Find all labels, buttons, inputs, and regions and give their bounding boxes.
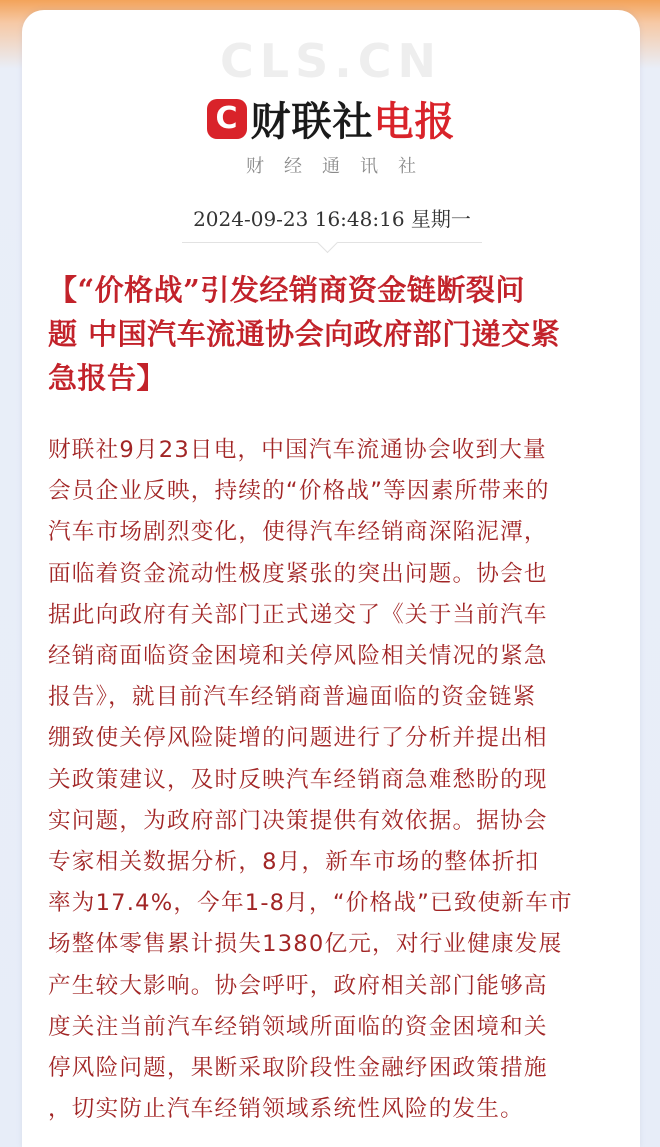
headline-line: 题 中国汽车流通协会向政府部门递交紧 bbox=[48, 317, 561, 351]
body-line: 场整体零售累计损失1380亿元，对行业健康发展 bbox=[48, 931, 563, 958]
body-line: 会员企业反映，持续的“价格战”等因素所带来的 bbox=[48, 478, 550, 505]
body-line: 经销商面临资金困境和关停风险相关情况的紧急 bbox=[48, 643, 548, 670]
headline bbox=[48, 268, 618, 400]
body-line: 专家相关数据分析，8月，新车市场的整体折扣 bbox=[48, 849, 540, 876]
body-line: 据此向政府有关部门正式递交了《关于当前汽车 bbox=[48, 601, 548, 628]
body-line: 汽车市场剧烈变化，使得汽车经销商深陷泥潭， bbox=[48, 519, 548, 546]
brand-name-part2: 电报 bbox=[373, 99, 456, 145]
agency-subtitle: 财经通讯社 bbox=[246, 156, 436, 177]
body-line: 面临着资金流动性极度紧张的突出问题。协会也 bbox=[48, 560, 548, 587]
headline-line: 急报告】 bbox=[48, 361, 167, 395]
body-line: 关政策建议，及时反映汽车经销商急难愁盼的现 bbox=[48, 766, 548, 793]
brand-header bbox=[22, 90, 640, 147]
headline-line: 【“价格战”引发经销商资金链断裂问 bbox=[48, 273, 525, 307]
news-card bbox=[22, 10, 640, 1147]
body-line: ，切实防止汽车经销领域系统性风险的发生。 bbox=[48, 1096, 524, 1123]
body-line: 产生较大影响。协会呼吁，政府相关部门能够高 bbox=[48, 972, 548, 999]
brand-name bbox=[251, 90, 456, 147]
body-line: 度关注当前汽车经销领域所面临的资金困境和关 bbox=[48, 1013, 548, 1040]
article-body bbox=[48, 430, 630, 1130]
body-line: 绷致使关停风险陡增的问题进行了分析并提出相 bbox=[48, 725, 548, 752]
watermark-text: CLS.CN bbox=[220, 34, 442, 88]
body-line: 财联社9月23日电，中国汽车流通协会收到大量 bbox=[48, 437, 547, 463]
publish-datetime: 2024-09-23 16:48:16 星期一 bbox=[182, 200, 482, 243]
body-line: 率为17.4%，今年1-8月，“价格战”已致使新车市 bbox=[48, 890, 573, 917]
body-line: 实问题，为政府部门决策提供有效依据。据协会 bbox=[48, 807, 548, 834]
cls-logo-icon bbox=[207, 99, 247, 139]
brand-name-part1: 财联社 bbox=[250, 99, 374, 145]
body-line: 报告》，就目前汽车经销商普遍面临的资金链紧 bbox=[48, 684, 537, 711]
body-line: 停风险问题，果断采取阶段性金融纾困政策措施 bbox=[48, 1055, 548, 1082]
logo-letter: C bbox=[215, 100, 238, 136]
